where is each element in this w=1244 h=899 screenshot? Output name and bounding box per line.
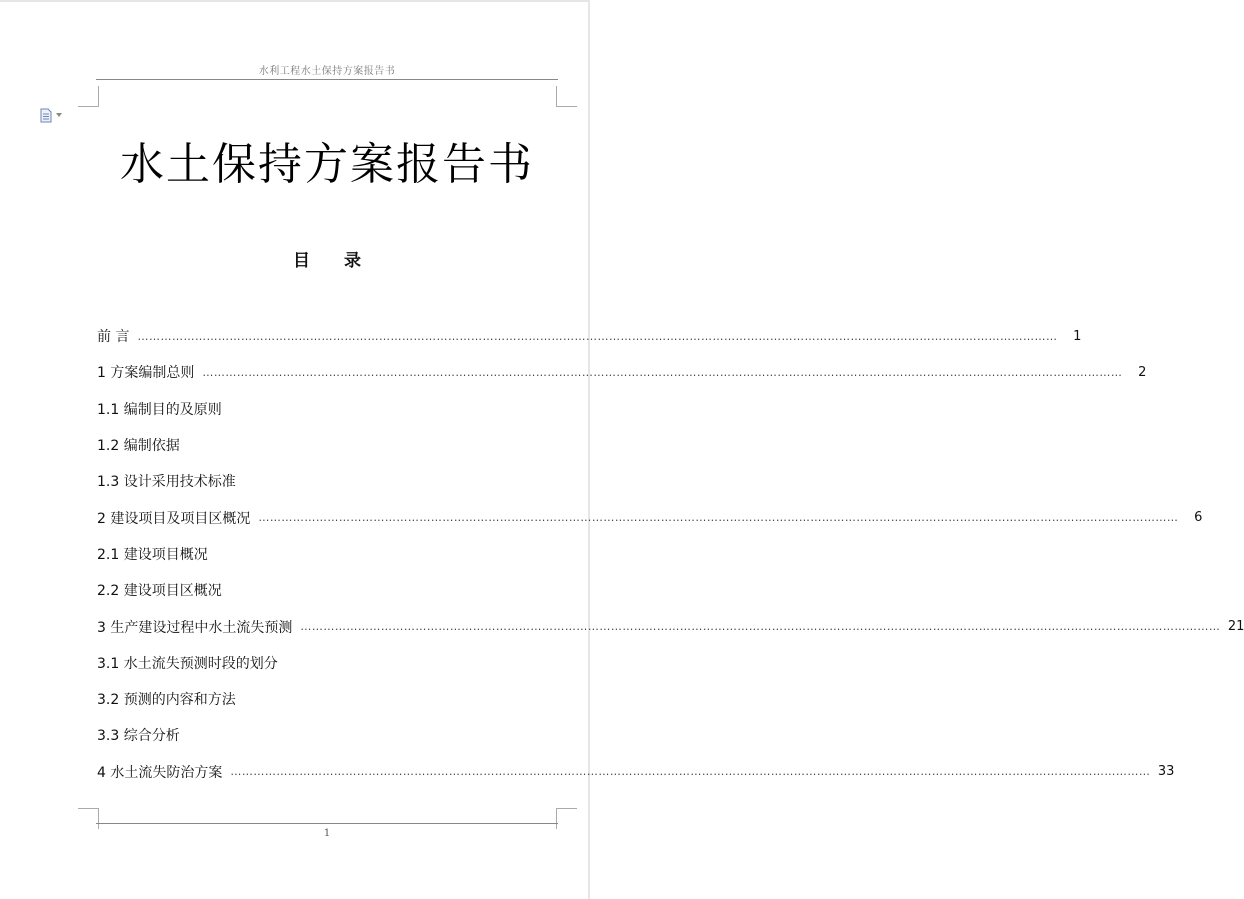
toc-heading: 目录 — [293, 251, 395, 271]
toc-entry-label: 3.1 水土流失预测时段的划分 — [97, 655, 278, 672]
crop-mark-bottom-right — [556, 808, 577, 829]
toc-leader: …………………………………………………………………………………………………………………………………………………………………………………………………………………… — [202, 365, 1123, 379]
toc-leader: …………………………………………………………………………………………………………………………………………………………………………………………………………………… — [230, 765, 1151, 779]
toc-entry[interactable] — [97, 318, 1082, 354]
toc-entry-label: 2.2 建设项目区概况 — [97, 583, 222, 600]
toc-entry-page: 1 — [1073, 328, 1082, 344]
toc-leader: …………………………………………………………………………………………………………………………………………………………………………………………………………………… — [300, 620, 1221, 634]
document-title: 水土保持方案报告书 — [120, 139, 534, 190]
toc-entry[interactable] — [97, 463, 534, 499]
toc-entry-label: 2 建设项目及项目区概况 — [97, 510, 251, 527]
toc-entry[interactable] — [97, 754, 1175, 790]
toc-entry-label: 1.2 编制依据 — [97, 438, 180, 455]
page-header: 水利工程水土保持方案报告书 — [258, 66, 396, 77]
page-edge-right — [588, 0, 590, 899]
toc-entry[interactable] — [97, 391, 534, 427]
document-icon — [40, 108, 52, 123]
toc-entry-label: 1.1 编制目的及原则 — [97, 401, 222, 418]
toc-entry[interactable] — [97, 645, 534, 681]
toc-entry[interactable] — [97, 681, 534, 717]
chevron-down-icon — [56, 113, 62, 117]
toc-entry-label: 前 言 — [97, 329, 130, 346]
toc-entry[interactable] — [97, 608, 1244, 644]
toc-entry[interactable] — [97, 536, 534, 572]
toc-entry-label: 2.1 建设项目概况 — [97, 546, 208, 563]
toc-entry-page: 33 — [1157, 764, 1175, 780]
toc-entry[interactable] — [97, 572, 534, 608]
footer-rule — [96, 823, 558, 824]
crop-mark-top-left — [78, 86, 99, 107]
toc-entry-page: 6 — [1194, 510, 1203, 526]
toc-entry-label: 4 水土流失防治方案 — [97, 764, 223, 781]
toc-entry-label: 3 生产建设过程中水土流失预测 — [97, 619, 293, 636]
toc-leader: …………………………………………………………………………………………………………………………………………………………………………………………………………………… — [258, 511, 1179, 525]
table-of-contents — [97, 318, 1244, 790]
toc-entry-label: 3.2 预测的内容和方法 — [97, 692, 236, 709]
crop-mark-top-right — [556, 86, 577, 107]
toc-entry[interactable] — [97, 499, 1203, 535]
page-number: 1 — [323, 828, 331, 839]
toc-entry-label: 3.3 综合分析 — [97, 728, 180, 745]
crop-mark-bottom-left — [78, 808, 99, 829]
document-menu-button[interactable] — [40, 107, 70, 123]
header-rule — [96, 79, 558, 80]
toc-leader: …………………………………………………………………………………………………………………………………………………………………………………………………………………… — [137, 329, 1058, 343]
toc-entry-label: 1.3 设计采用技术标准 — [97, 474, 236, 491]
toc-entry[interactable] — [97, 427, 534, 463]
page-edge-top — [0, 0, 590, 2]
toc-entry-page: 21 — [1227, 619, 1244, 635]
toc-entry[interactable] — [97, 717, 534, 753]
toc-entry-page: 2 — [1138, 364, 1147, 380]
toc-entry-label: 1 方案编制总则 — [97, 365, 195, 382]
toc-entry[interactable] — [97, 354, 1147, 390]
